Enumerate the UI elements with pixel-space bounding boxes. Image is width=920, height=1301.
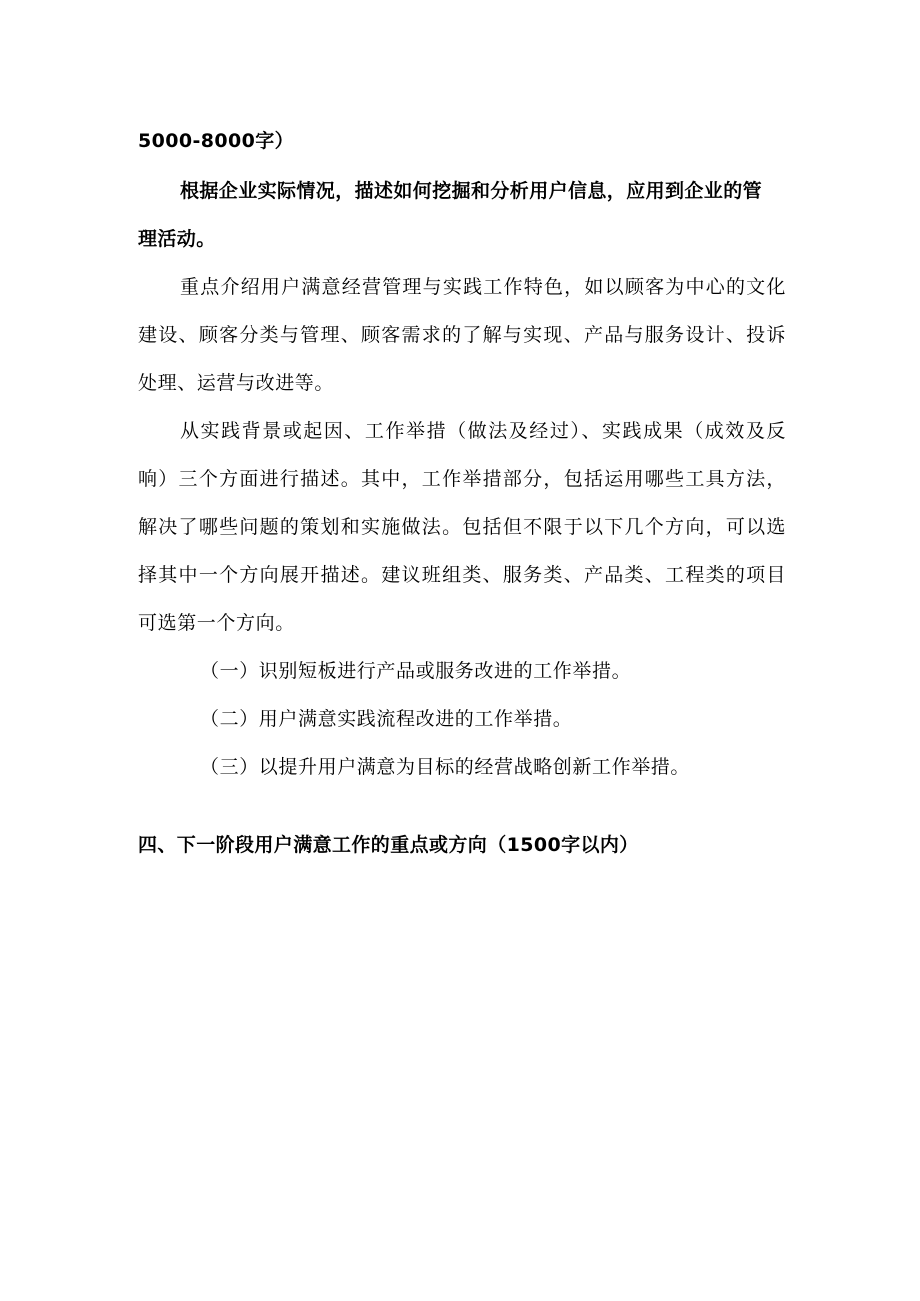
method-paragraph-line-5: 可选第一个方向。 <box>138 612 295 634</box>
method-paragraph-line-1: 从实践背景或起因、工作举措（做法及经过）、实践成果（成效及反 <box>180 420 786 442</box>
focus-paragraph-line-2: 建设、顾客分类与管理、顾客需求的了解与实现、产品与服务设计、投诉 <box>138 324 786 346</box>
method-paragraph-line-2: 响）三个方面进行描述。其中，工作举措部分，包括运用哪些工具方法， <box>138 468 786 490</box>
focus-paragraph-line-1: 重点介绍用户满意经营管理与实践工作特色，如以顾客为中心的文化 <box>180 276 786 298</box>
instruction-paragraph-line-1: 根据企业实际情况，描述如何挖掘和分析用户信息，应用到企业的管 <box>180 180 763 202</box>
method-paragraph-line-4: 择其中一个方向展开描述。建议班组类、服务类、产品类、工程类的项目 <box>138 564 786 586</box>
direction-item-2: （二）用户满意实践流程改进的工作举措。 <box>200 708 573 730</box>
section-four-heading: 四、下一阶段用户满意工作的重点或方向（1500字以内） <box>138 834 639 856</box>
direction-item-1: （一）识别短板进行产品或服务改进的工作举措。 <box>200 660 632 682</box>
instruction-paragraph-line-2: 理活动。 <box>138 228 216 250</box>
method-paragraph-line-3: 解决了哪些问题的策划和实施做法。包括但不限于以下几个方向，可以选 <box>138 516 786 538</box>
direction-item-3: （三）以提升用户满意为目标的经营战略创新工作举措。 <box>200 756 691 778</box>
word-count-note: 5000-8000字） <box>138 130 295 152</box>
focus-paragraph-line-3: 处理、运营与改进等。 <box>138 372 335 394</box>
